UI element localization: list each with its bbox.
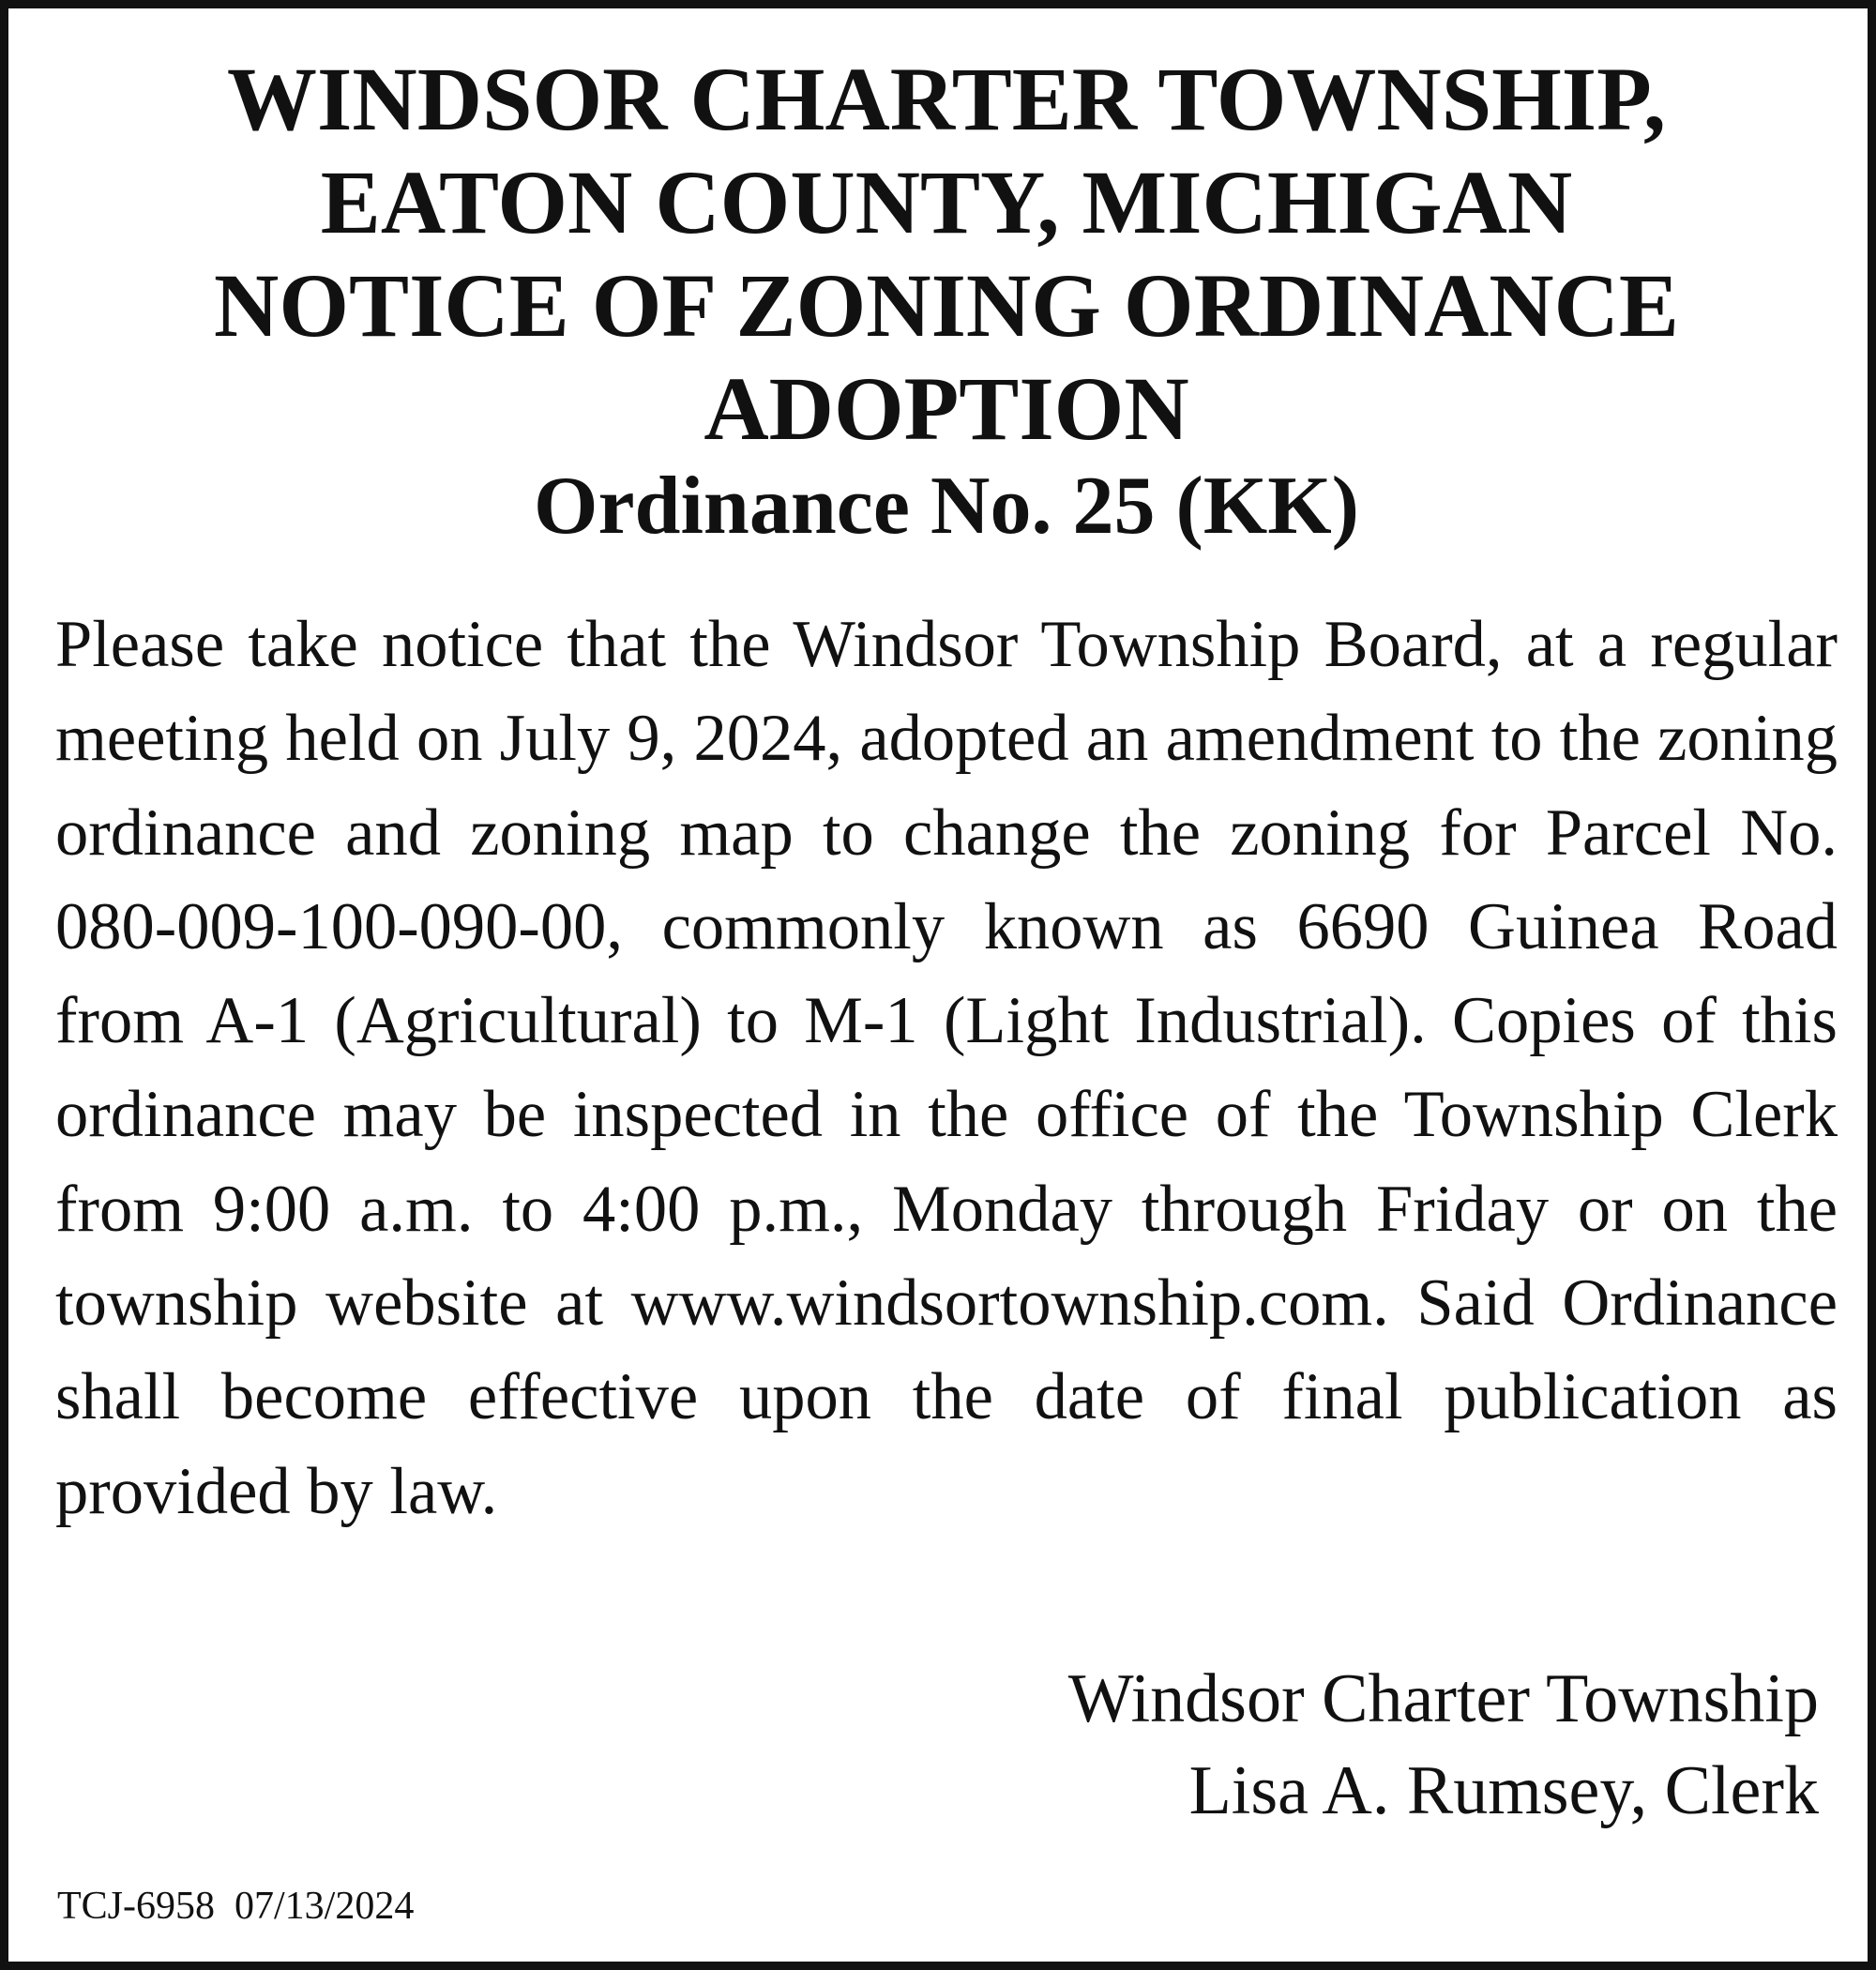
signature-organization: Windsor Charter Township — [1067, 1660, 1819, 1737]
title-line-adoption: ADOPTION — [704, 358, 1189, 459]
publication-reference: TCJ-6958 07/13/2024 — [57, 1885, 415, 1928]
title-line-county: EATON COUNTY, MICHIGAN — [320, 152, 1573, 252]
title-line-notice: NOTICE OF ZONING ORDINANCE — [214, 255, 1679, 356]
notice-body: Please take notice that the Windsor Township Board, at a regular meeting held on July 9, 2024, adopted an amendment to the zoning ordinance and zoning map to change the zoning for Parcel No. 080-009-100-090-00, commonly known as 6690 Guinea Road from A-1 (Agricultural) to M-1 (Light Industrial). Copies of this ordinance may be inspected in the office of the Township Clerk from 9:00 a.m. to 4:00 p.m., Monday through Friday or on the township website at www.windsortownship.com. Said Ordinance shall become effective upon the date of final publication as provided by law. — [55, 608, 1838, 1528]
title-line-township: WINDSOR CHARTER TOWNSHIP, — [227, 49, 1666, 149]
ordinance-number: Ordinance No. 25 (KK) — [534, 461, 1359, 552]
signature-clerk: Lisa A. Rumsey, Clerk — [1188, 1752, 1819, 1829]
